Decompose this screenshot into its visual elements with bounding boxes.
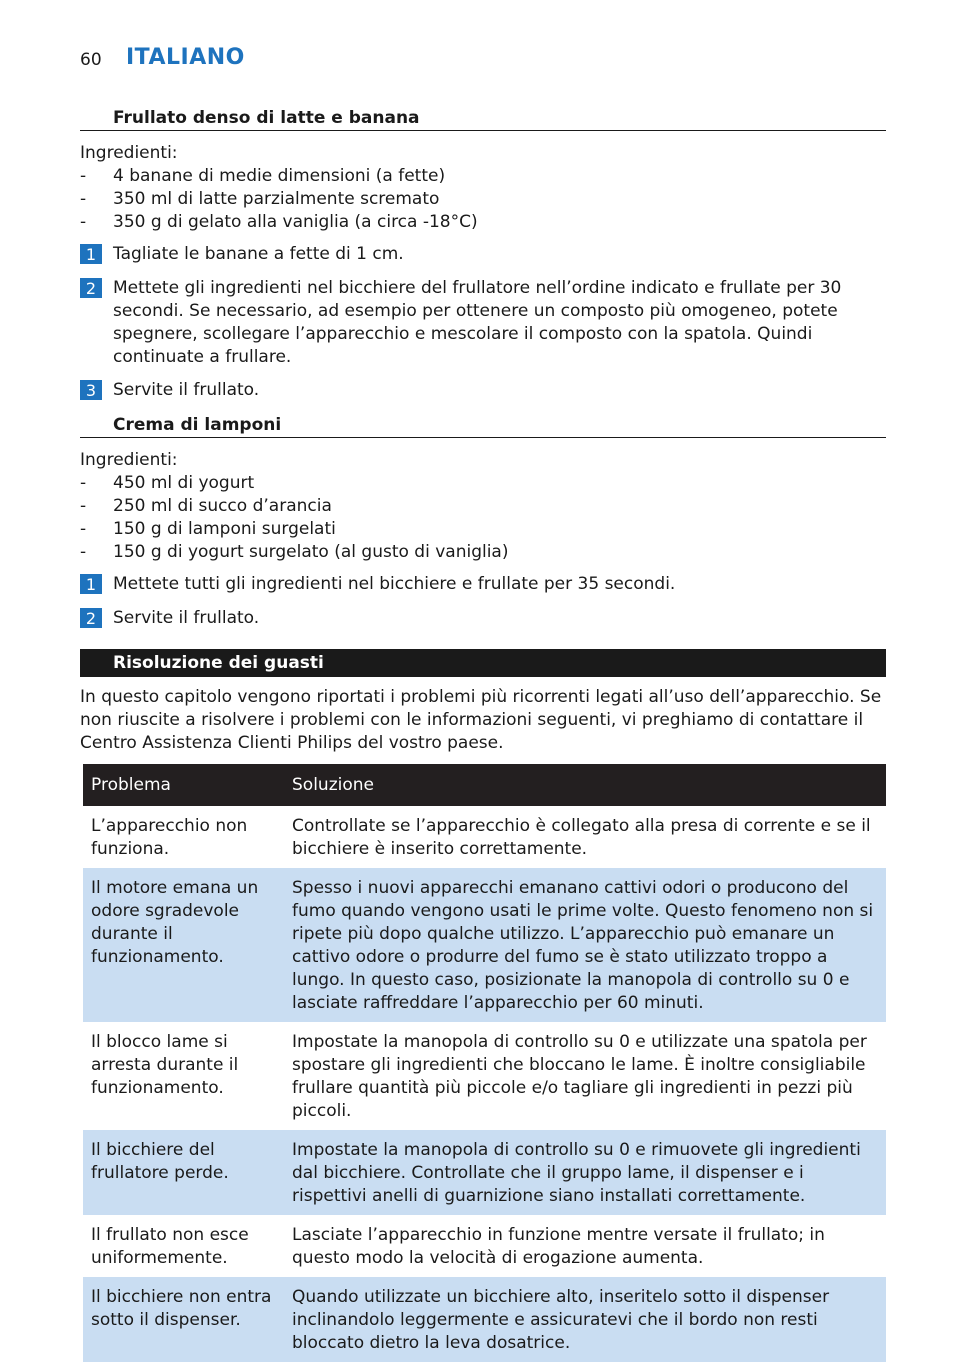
list-item: - 150 g di yogurt surgelato (al gusto di vaniglia): [80, 542, 509, 562]
recipe2-title: Crema di lamponi: [113, 415, 282, 435]
table-row: [83, 1277, 886, 1362]
list-item: - 450 ml di yogurt: [80, 473, 255, 493]
column-header-solution: Soluzione: [292, 774, 374, 795]
list-item: - 350 g di gelato alla vaniglia (a circa -18°C): [80, 212, 478, 232]
table-row: [83, 806, 886, 868]
list-item: - 150 g di lamponi surgelati: [80, 519, 336, 539]
solution-cell: Controllate se l’apparecchio è collegato alla presa di corrente e se il bicchiere è inserito correttamente.: [292, 816, 871, 859]
troubleshooting-heading-bar: [80, 649, 886, 677]
problem-cell: L’apparecchio non funziona.: [91, 816, 248, 859]
recipe1-step-1: [80, 243, 886, 266]
solution-cell: Spesso i nuovi apparecchi emanano cattivi odori o producono del fumo quando vengono usati le prime volte. Questo fenomeno non si ripete più dopo qualche utilizzo. L’apparecchio può emanare un cattivo odore o produrre del fumo se è stato utilizzato troppo a lungo. In questo caso, posizionate la manopola di controllo su 0 e lasciate raffreddare l’apparecchio per 60 minuti.: [292, 878, 874, 1013]
table-row: [83, 1215, 886, 1277]
step-text: Tagliate le banane a fette di 1 cm.: [113, 244, 404, 264]
recipe1-heading: [80, 108, 886, 131]
ingredients-label: Ingredienti:: [80, 450, 178, 470]
solution-cell: Quando utilizzate un bicchiere alto, inseritelo sotto il dispenser inclinandolo leggermente e assicuratevi che il bordo non resti bloccato dietro la leva dosatrice.: [292, 1287, 830, 1353]
divider: [80, 130, 886, 131]
troubleshooting-title: Risoluzione dei guasti: [113, 653, 324, 673]
recipe2-heading: [80, 415, 886, 438]
step-number-badge: 1: [80, 244, 102, 264]
problem-cell: Il bicchiere del frullatore perde.: [91, 1140, 229, 1183]
problem-cell: Il blocco lame si arresta durante il funzionamento.: [91, 1032, 239, 1098]
troubleshooting-table: [83, 764, 886, 1362]
language-heading: ITALIANO: [126, 45, 245, 70]
step-text: Mettete gli ingredienti nel bicchiere del frullatore nell’ordine indicato e frullate per 30 secondi. Se necessario, ad esempio per ottenere un composto più omogeneo, potete spegnere, scollegare l’apparecchio e mescolare il composto con la spatola. Quindi continuate a frullare.: [113, 278, 842, 367]
column-header-problem: Problema: [91, 774, 171, 795]
troubleshooting-intro: In questo capitolo vengono riportati i problemi più ricorrenti legati all’uso dell’apparecchio. Se non riuscite a risolvere i problemi con le informazioni seguenti, vi preghiamo di contattare il Centro Assistenza Clienti Philips del vostro paese.: [80, 687, 882, 753]
ingredients-label: Ingredienti:: [80, 143, 178, 163]
step-text: Servite il frullato.: [113, 608, 260, 628]
divider: [80, 437, 886, 438]
solution-cell: Impostate la manopola di controllo su 0 e rimuovete gli ingredienti dal bicchiere. Controllate che il gruppo lame, il dispenser e i rispettivi anelli di guarnizione siano installati correttamente.: [292, 1140, 861, 1206]
recipe1-step-2: [80, 277, 886, 369]
recipe2-ingredients: [80, 449, 886, 564]
table-header-row: [83, 764, 886, 806]
recipe2-step-2: [80, 607, 886, 630]
recipe1-title: Frullato denso di latte e banana: [113, 108, 420, 128]
list-item: - 350 ml di latte parzialmente scremato: [80, 189, 440, 209]
step-number-badge: 1: [80, 574, 102, 594]
step-number-badge: 2: [80, 278, 102, 298]
list-item: - 4 banane di medie dimensioni (a fette): [80, 166, 446, 186]
table-row: [83, 868, 886, 1022]
table-row: [83, 1022, 886, 1130]
recipe1-step-3: [80, 379, 886, 402]
table-row: [83, 1130, 886, 1215]
recipe1-ingredients: [80, 142, 886, 234]
recipe2-step-1: [80, 573, 886, 596]
step-number-badge: 3: [80, 380, 102, 400]
problem-cell: Il frullato non esce uniformemente.: [91, 1225, 249, 1268]
step-text: Mettete tutti gli ingredienti nel bicchiere e frullate per 35 secondi.: [113, 574, 676, 594]
solution-cell: Lasciate l’apparecchio in funzione mentre versate il frullato; in questo modo la velocità di erogazione aumenta.: [292, 1225, 825, 1268]
page-number: 60: [80, 50, 102, 70]
list-item: - 250 ml di succo d’arancia: [80, 496, 332, 516]
problem-cell: Il motore emana un odore sgradevole durante il funzionamento.: [91, 878, 259, 967]
solution-cell: Impostate la manopola di controllo su 0 e utilizzate una spatola per spostare gli ingredienti che bloccano le lame. È inoltre consigliabile frullare quantità più piccole e/o tagliare gli ingredienti in pezzi più piccoli.: [292, 1032, 867, 1121]
problem-cell: Il bicchiere non entra sotto il dispenser.: [91, 1287, 272, 1330]
step-number-badge: 2: [80, 608, 102, 628]
step-text: Servite il frullato.: [113, 380, 260, 400]
